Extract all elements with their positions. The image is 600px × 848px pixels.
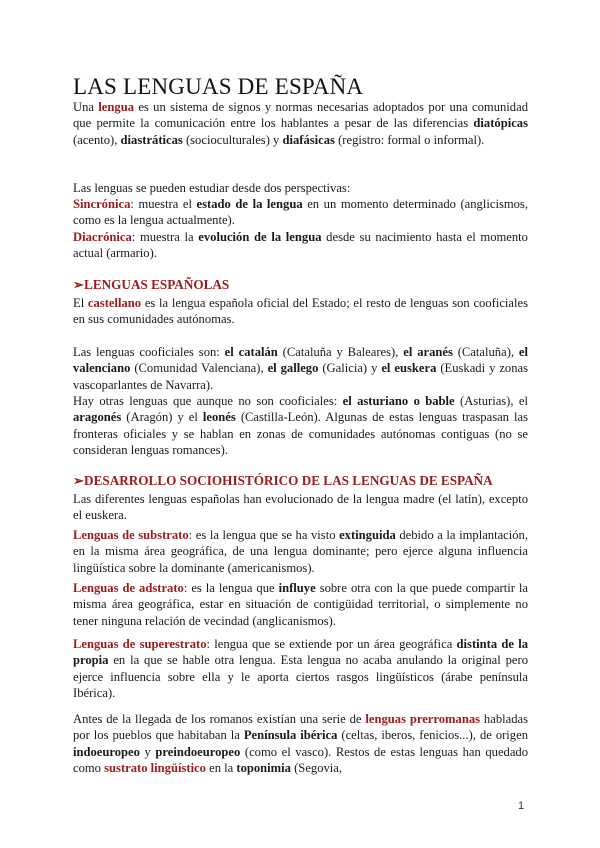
text-run: Una <box>73 100 99 114</box>
text-run: (Euskadi y zonas vascoparlantes de Navarra). <box>73 361 528 392</box>
text-run: : es la lengua que <box>183 581 279 595</box>
term-valenciano: el valenciano <box>73 345 528 376</box>
evolucion-paragraph: Las diferentes lenguas españolas han evolucionado de la lengua madre (el latín), excepto el euskera. <box>73 492 528 523</box>
castellano-paragraph <box>73 295 528 328</box>
intro-paragraph <box>73 99 528 148</box>
term-euskera: el euskera <box>381 361 437 376</box>
page-number: 1 <box>518 800 525 812</box>
term-toponimia: toponimia <box>236 760 291 775</box>
text-run: en la <box>205 760 237 775</box>
term-substrato: Lenguas de substrato <box>73 528 189 542</box>
sincronica-paragraph <box>73 196 528 229</box>
term-distinta-propia: distinta de la propia <box>73 637 529 668</box>
term-lenguas-prerromanas: lenguas prerromanas <box>365 712 481 726</box>
term-lengua: lengua <box>98 100 135 114</box>
text-run: es un sistema de signos y normas necesarias adoptados por una comunidad que permite la comunicación entre los hablantes a pesar de las diferencias <box>73 100 528 131</box>
term-evolucion-lengua: evolución de la lengua <box>198 230 322 244</box>
text-run: habladas por los pueblos que habitaban la <box>73 712 528 743</box>
text-run: (Comunidad Valenciana), <box>130 361 268 376</box>
cooficiales-paragraph <box>73 344 528 393</box>
text-run: (acento), <box>73 132 121 147</box>
text-run: (Galicia) y <box>318 361 382 376</box>
text-run: : es la lengua que se ha visto <box>188 528 340 542</box>
text-run: y <box>139 744 156 759</box>
text-run: : lengua que se extiende por un área geográfica <box>206 637 457 651</box>
text-run: sobre otra con la que puede compartir la misma área geográfica, estar en situación de contigüidad territorial, o simplemente no tener ninguna relación de vecindad (anglicanismos). <box>73 581 529 628</box>
section-heading-desarrollo: ➢DESARROLLO SOCIOHISTÓRICO DE LAS LENGUAS DE ESPAÑA <box>73 473 493 488</box>
text-run: en la que se hable otra lengua. Esta lengua no acaba anulando la original pero ejerce influencia sobre ella y le aporta ciertos rasgos lingüísticos (árabe península Ibérica). <box>73 653 528 700</box>
text-run: en un momento determinado (anglicismos, como es la lengua actualmente). <box>73 197 528 228</box>
prerromanas-paragraph <box>73 711 528 776</box>
text-run: desde su nacimiento hasta el momento actual (armario). <box>73 230 528 261</box>
term-aragones: aragonés <box>73 410 122 425</box>
text-run: : muestra la <box>131 230 199 244</box>
term-influye: influye <box>278 581 316 595</box>
substrato-paragraph <box>73 527 528 576</box>
text-run: Antes de la llegada de los romanos existían una serie de <box>73 712 366 726</box>
term-diastraticas: diastráticas <box>120 132 183 147</box>
perspectives-lead: Las lenguas se pueden estudiar desde dos perspectivas: <box>73 181 351 195</box>
page-title: LAS LENGUAS DE ESPAÑA <box>73 74 364 99</box>
adstrato-paragraph <box>73 580 528 629</box>
term-peninsula-iberica: Península ibérica <box>243 728 338 743</box>
text-run: es la lengua española oficial del Estado; el resto de lenguas son cooficiales en sus comunidades autónomas. <box>73 296 528 327</box>
text-run: : muestra el <box>130 197 197 211</box>
section-heading-lenguas-espanolas: ➢LENGUAS ESPAÑOLAS <box>73 277 230 292</box>
term-gallego: el gallego <box>267 361 319 376</box>
text-run: Las lenguas cooficiales son: <box>73 345 225 359</box>
text-run: (Cataluña), <box>452 345 519 359</box>
term-leones: leonés <box>202 410 236 425</box>
text-run: (Asturias), el <box>454 394 528 408</box>
superestrato-paragraph <box>73 636 528 701</box>
term-adstrato: Lenguas de adstrato <box>73 581 184 595</box>
text-run: debido a la implantación, en la misma área geográfica, de una lengua dominante; pero ejerce alguna influencia lingüística sobre la dominante (americanismos). <box>73 528 528 575</box>
text-run: (Aragón) y el <box>121 410 203 425</box>
text-run: Hay otras lenguas que aunque no son cooficiales: <box>73 394 343 408</box>
term-aranes: el aranés <box>403 345 453 359</box>
term-sustrato-linguistico: sustrato lingüístico <box>104 760 206 775</box>
text-run: (Segovia, <box>290 760 343 775</box>
no-cooficiales-paragraph <box>73 393 528 458</box>
term-asturiano: el asturiano o bable <box>342 394 455 408</box>
text-run: El <box>73 296 88 310</box>
text-run: (registro: formal o informal). <box>334 132 485 147</box>
term-diafasicas: diafásicas <box>282 132 335 147</box>
term-preindoeuropeo: preindoeuropeo <box>155 744 241 759</box>
text-run: (Cataluña y Baleares), <box>277 345 404 359</box>
text-run: (como el vasco). Restos de estas lenguas han quedado como <box>73 744 529 775</box>
text-run: (celtas, iberos, fenicios...), de origen <box>337 728 528 743</box>
term-diatopicas: diatópicas <box>473 116 528 131</box>
term-estado-lengua: estado de la lengua <box>196 197 303 211</box>
text-run: (socioculturales) y <box>182 132 283 147</box>
term-indoeuropeo: indoeuropeo <box>73 744 140 759</box>
term-castellano: castellano <box>87 296 142 310</box>
diacronica-paragraph <box>73 229 528 262</box>
term-sincronica: Sincrónica <box>73 197 131 211</box>
text-run: (Castilla-León). Algunas de estas lenguas traspasan las fronteras oficiales y se hablan en zonas de comunidades autónomas contiguas (no se consideran lenguas romances). <box>73 410 528 457</box>
term-catalan: el catalán <box>224 345 278 359</box>
term-extinguida: extinguida <box>339 528 396 542</box>
term-diacronica: Diacrónica <box>73 230 132 244</box>
term-superestrato: Lenguas de superestrato <box>73 637 207 651</box>
